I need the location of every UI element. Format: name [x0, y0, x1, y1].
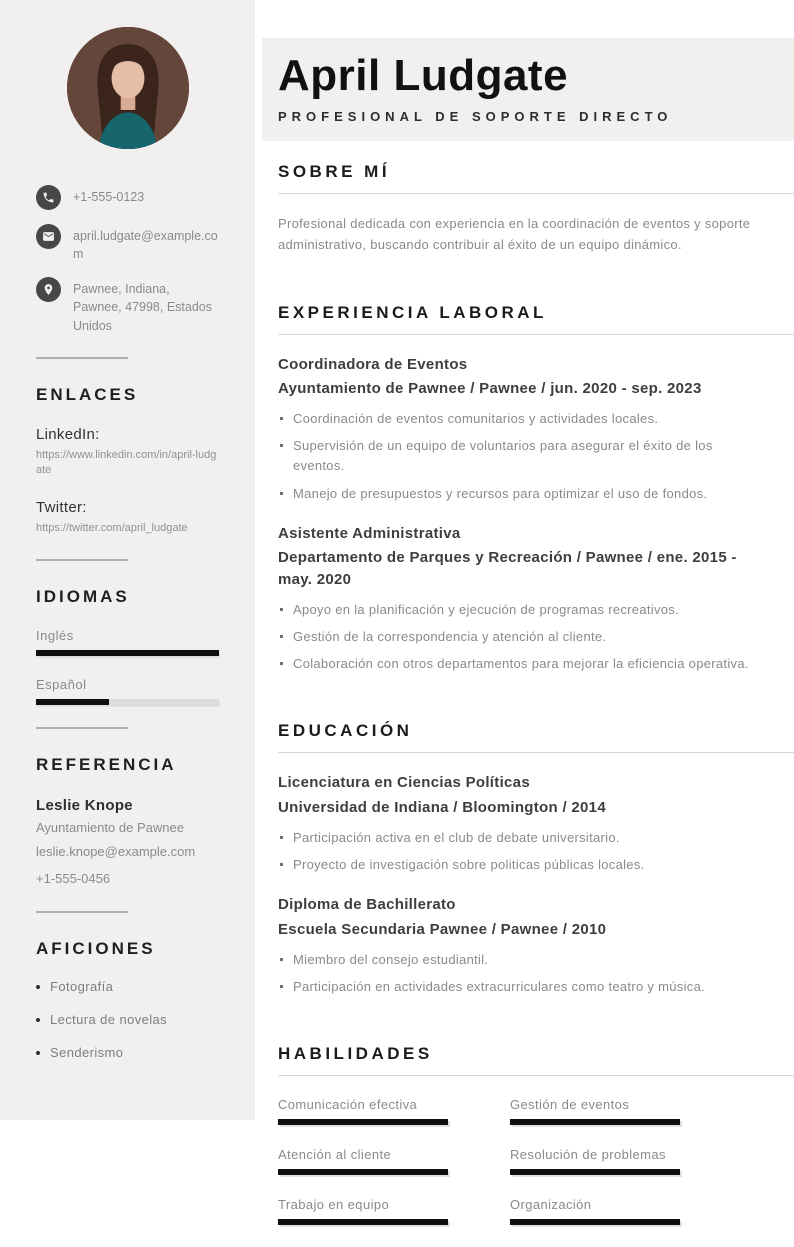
- phone-icon: [36, 185, 61, 210]
- language-name: Español: [36, 676, 87, 692]
- skill-label: Atención al cliente: [278, 1146, 392, 1162]
- bullet-text: Gestión de la correspondencia y atención al cliente.: [293, 629, 607, 645]
- linkedin-label: LinkedIn:: [36, 425, 100, 443]
- hobbies-heading: AFICIONES: [36, 939, 156, 959]
- skills-section: [278, 1044, 794, 1247]
- job-bullets: [278, 409, 794, 504]
- bullet-square: [280, 492, 283, 495]
- main-content: [262, 0, 794, 1212]
- skills-column-right: [510, 1097, 742, 1247]
- links-section: [36, 385, 219, 537]
- hobby-item: [36, 1012, 219, 1027]
- education-entry: [278, 894, 794, 997]
- contact-location: [36, 276, 219, 334]
- degree-title: Licenciatura en Ciencias Políticas: [278, 774, 530, 792]
- bullet-text: Manejo de presupuestos y recursos para optimizar el uso de fondos.: [293, 485, 708, 501]
- phone-number: +1-555-0123: [73, 190, 145, 204]
- bullet-text: Apoyo en la planificación y ejecución de programas recreativos.: [293, 601, 679, 617]
- job-bullets: [278, 600, 794, 674]
- reference-organization: Ayuntamiento de Pawnee: [36, 819, 184, 835]
- bullet-square: [280, 444, 283, 447]
- about-section: [278, 162, 794, 256]
- about-heading: SOBRE MÍ: [278, 162, 794, 194]
- linkedin-url[interactable]: https://www.linkedin.com/in/april-ludgate: [36, 448, 217, 477]
- language-item: [36, 677, 219, 705]
- education-bullets: [278, 828, 794, 875]
- language-level-bar: [36, 650, 219, 656]
- reference-phone: +1-555-0456: [36, 871, 111, 887]
- experience-section: [278, 303, 794, 675]
- bullet-square: [280, 863, 283, 866]
- job-bullet: [278, 627, 794, 647]
- location-icon: [36, 277, 61, 302]
- bullet-dot: [36, 985, 40, 989]
- email-icon: [36, 224, 61, 249]
- reference-section: [36, 755, 219, 890]
- job-bullet: [278, 436, 794, 476]
- language-level-bar: [36, 699, 109, 705]
- hobby-label: Lectura de novelas: [50, 1012, 168, 1028]
- bullet-text: Participación activa en el club de debate universitario.: [293, 829, 620, 845]
- bullet-square: [280, 836, 283, 839]
- job-meta: Ayuntamiento de Pawnee / Pawnee / jun. 2020 - sep. 2023: [278, 380, 702, 398]
- skills-column-left: [278, 1097, 510, 1247]
- language-level-track: [36, 699, 219, 705]
- language-name: Inglés: [36, 627, 74, 643]
- skill-item: [510, 1197, 742, 1225]
- person-name: April Ludgate: [278, 51, 569, 100]
- skill-level-bar: [278, 1169, 448, 1175]
- degree-title: Diploma de Bachillerato: [278, 896, 456, 914]
- location-text: Pawnee, Indiana, Pawnee, 47998, Estados Unidos: [73, 282, 212, 333]
- sidebar: [0, 0, 255, 1120]
- education-bullet: [278, 977, 794, 997]
- resume-header: [262, 38, 794, 141]
- twitter-url[interactable]: https://twitter.com/april_ludgate: [36, 522, 188, 535]
- skills-heading: HABILIDADES: [278, 1044, 794, 1076]
- bullet-dot: [36, 1051, 40, 1055]
- sidebar-divider: [36, 911, 128, 913]
- skills-grid: [278, 1097, 794, 1247]
- bullet-square: [280, 985, 283, 988]
- skill-label: Organización: [510, 1196, 592, 1212]
- skill-label: Resolución de problemas: [510, 1146, 666, 1162]
- bullet-dot: [36, 1018, 40, 1022]
- degree-meta: Universidad de Indiana / Bloomington / 2014: [278, 799, 606, 817]
- bullet-text: Miembro del consejo estudiantil.: [293, 951, 489, 967]
- skill-label: Gestión de eventos: [510, 1096, 630, 1112]
- hobby-item: [36, 979, 219, 994]
- skill-item: [278, 1197, 510, 1225]
- sidebar-divider: [36, 559, 128, 561]
- skill-item: [510, 1097, 742, 1125]
- hobby-label: Fotografía: [50, 979, 114, 995]
- bullet-text: Participación en actividades extracurriculares como teatro y música.: [293, 978, 706, 994]
- language-item: [36, 628, 219, 656]
- bullet-square: [280, 635, 283, 638]
- skill-item: [278, 1097, 510, 1125]
- link-linkedin: [36, 426, 219, 479]
- job-bullet: [278, 654, 794, 674]
- reference-email[interactable]: leslie.knope@example.com: [36, 843, 196, 859]
- skill-level-bar: [510, 1169, 680, 1175]
- link-twitter: [36, 499, 219, 536]
- skill-level-bar: [510, 1219, 680, 1225]
- bullet-text: Proyecto de investigación sobre politicas públicas locales.: [293, 856, 645, 872]
- twitter-label: Twitter:: [36, 499, 87, 517]
- hobby-item: [36, 1045, 219, 1060]
- education-heading: EDUCACIÓN: [278, 721, 794, 753]
- contact-phone: [36, 184, 219, 210]
- bullet-square: [280, 608, 283, 611]
- hobby-label: Senderismo: [50, 1045, 124, 1061]
- bullet-square: [280, 662, 283, 665]
- contact-email: [36, 223, 219, 263]
- sidebar-divider: [36, 727, 128, 729]
- job-bullet: [278, 600, 794, 620]
- reference-name: Leslie Knope: [36, 796, 133, 814]
- content-area: [262, 162, 794, 1247]
- education-section: [278, 721, 794, 997]
- hobbies-section: [36, 939, 219, 1060]
- bullet-text: Supervisión de un equipo de voluntarios para asegurar el éxito de los eventos.: [293, 438, 713, 474]
- languages-section: [36, 587, 219, 705]
- job-bullet: [278, 409, 794, 429]
- email-address[interactable]: april.ludgate@example.com: [73, 229, 218, 262]
- profile-photo: [67, 27, 189, 149]
- degree-meta: Escuela Secundaria Pawnee / Pawnee / 2010: [278, 920, 607, 938]
- education-bullets: [278, 950, 794, 997]
- experience-heading: EXPERIENCIA LABORAL: [278, 303, 794, 335]
- about-text: Profesional dedicada con experiencia en la coordinación de eventos y soporte administrativo, buscando contribuir al éxito de un equipo dinámico.: [278, 216, 751, 252]
- bullet-text: Coordinación de eventos comunitarios y actividades locales.: [293, 411, 659, 427]
- job-bullet: [278, 484, 794, 504]
- bullet-square: [280, 417, 283, 420]
- skill-item: [278, 1147, 510, 1175]
- sidebar-divider: [36, 357, 128, 359]
- hobby-list: [36, 979, 219, 1060]
- skill-label: Trabajo en equipo: [278, 1196, 390, 1212]
- job-meta: Departamento de Parques y Recreación / Pawnee / ene. 2015 - may. 2020: [278, 549, 737, 589]
- languages-heading: IDIOMAS: [36, 586, 130, 606]
- job-entry: [278, 523, 794, 675]
- bullet-text: Colaboración con otros departamentos para mejorar la eficiencia operativa.: [293, 656, 749, 672]
- reference-heading: REFERENCIA: [36, 754, 177, 774]
- skill-item: [510, 1147, 742, 1175]
- links-heading: ENLACES: [36, 384, 139, 404]
- education-bullet: [278, 950, 794, 970]
- education-bullet: [278, 828, 794, 848]
- language-level-track: [36, 650, 219, 656]
- job-entry: [278, 354, 794, 504]
- education-bullet: [278, 855, 794, 875]
- job-title: Asistente Administrativa: [278, 524, 461, 542]
- bullet-square: [280, 958, 283, 961]
- skill-level-bar: [278, 1219, 448, 1225]
- contact-info: [36, 184, 219, 335]
- skill-label: Comunicación efectiva: [278, 1096, 418, 1112]
- profile-photo-illustration: [67, 27, 189, 149]
- job-title: Coordinadora de Eventos: [278, 355, 468, 373]
- person-title: PROFESIONAL DE SOPORTE DIRECTO: [278, 109, 673, 125]
- education-entry: [278, 772, 794, 875]
